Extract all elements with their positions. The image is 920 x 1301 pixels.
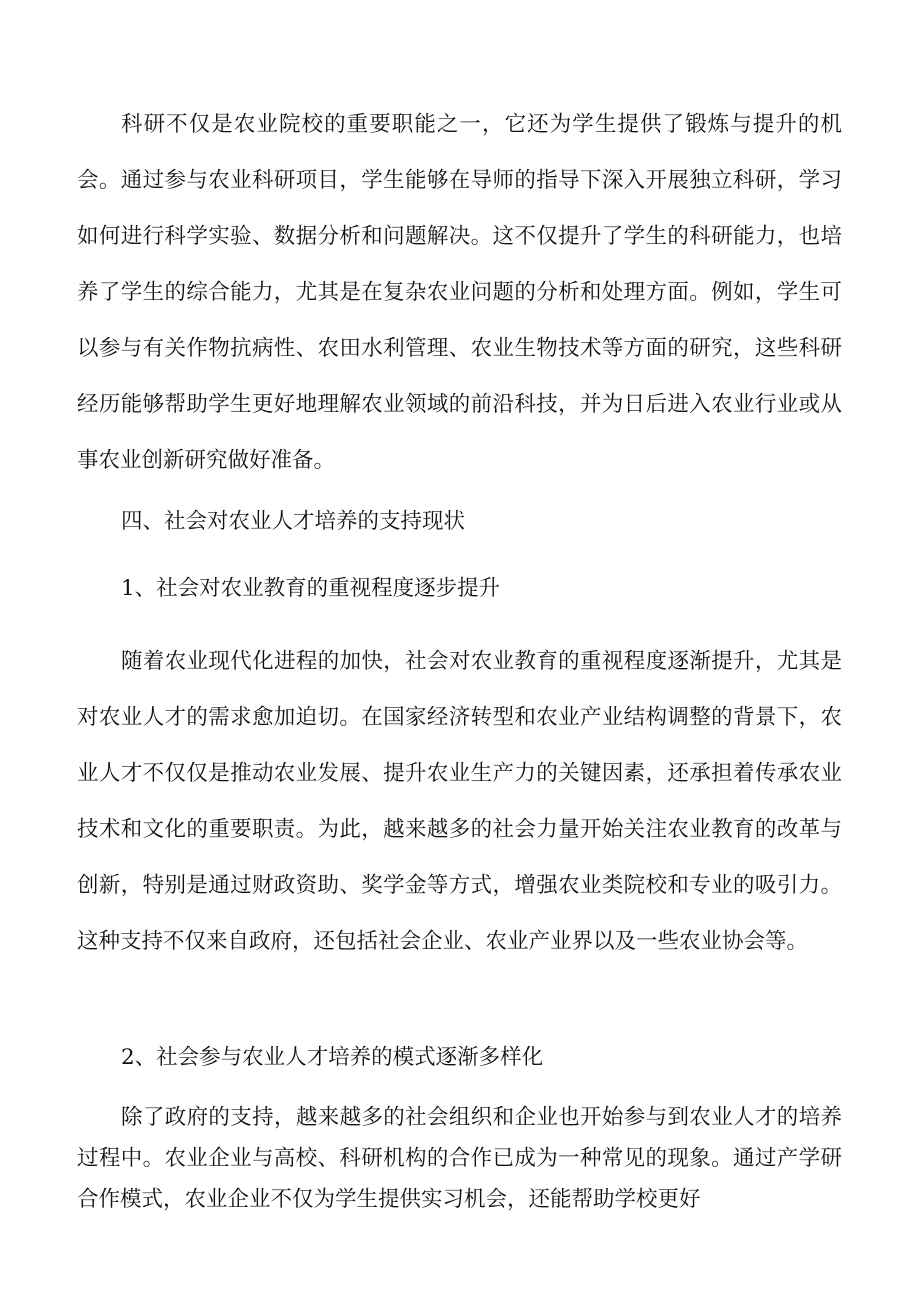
section-heading: 四、社会对农业人才培养的支持现状 <box>121 509 466 534</box>
paragraph-social-participation: 除了政府的支持，越来越多的社会组织和企业也开始参与到农业人才的培养过程中。农业企业与高校、科研机构的合作已成为一种常见的现象。通过产学研合作模式，农业企业不仅为学生提供实习机会，还能帮助学校更好 <box>77 1105 842 1212</box>
paragraph-social-emphasis: 随着农业现代化进程的加快，社会对农业教育的重视程度逐渐提升，尤其是对农业人才的需求愈加迫切。在国家经济转型和农业产业结构调整的背景下，农业人才不仅仅是推动农业发展、提升农业生产力的关键因素，还承担着传承农业技术和文化的重要职责。为此，越来越多的社会力量开始关注农业教育的改革与创新，特别是通过财政资助、奖学金等方式，增强农业类院校和专业的吸引力。这种支持不仅来自政府，还包括社会企业、农业产业界以及一些农业协会等。 <box>77 649 842 954</box>
subheading-1: 1、社会对农业教育的重视程度逐步提升 <box>121 576 501 601</box>
paragraph-research-value: 科研不仅是农业院校的重要职能之一，它还为学生提供了锻炼与提升的机会。通过参与农业科研项目，学生能够在导师的指导下深入开展独立科研，学习如何进行科学实验、数据分析和问题解决。这不仅提升了学生的科研能力，也培养了学生的综合能力，尤其是在复杂农业问题的分析和处理方面。例如，学生可以参与有关作物抗病性、农田水利管理、农业生物技术等方面的研究，这些科研经历能够帮助学生更好地理解农业领域的前沿科技，并为日后进入农业行业或从事农业创新研究做好准备。 <box>77 112 842 473</box>
subheading-2: 2、社会参与农业人才培养的模式逐渐多样化 <box>121 1045 544 1070</box>
